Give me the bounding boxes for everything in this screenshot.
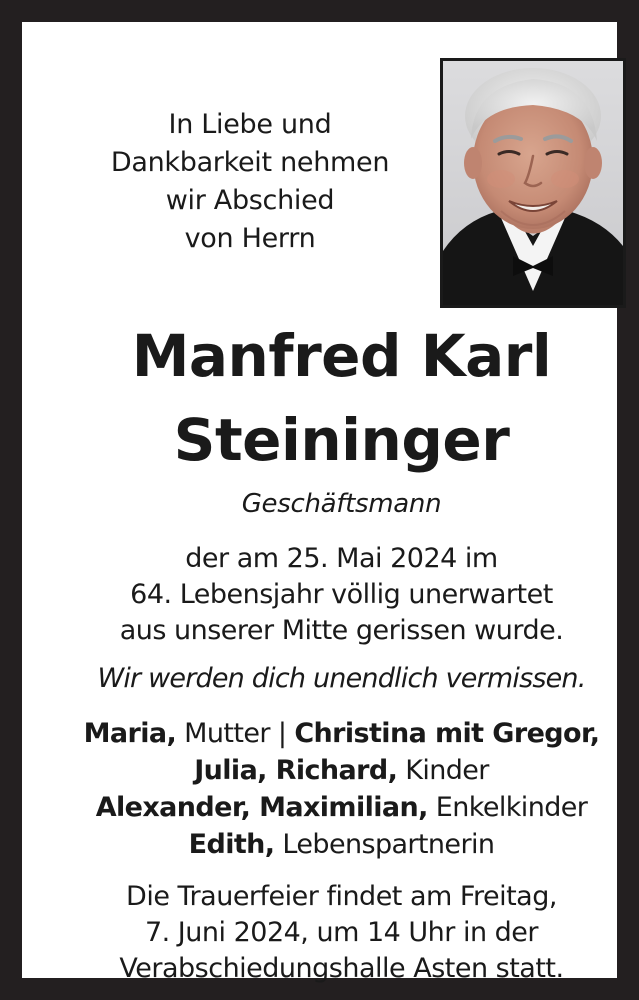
family-member-role: Enkelkinder: [427, 792, 588, 823]
intro-line: von Herrn: [184, 223, 316, 254]
funeral-line: Die Trauerfeier findet am Freitag,: [126, 881, 557, 912]
family-member-name: Alexander, Maximilian,: [95, 792, 428, 823]
deceased-profession: Geschäftsmann: [241, 489, 442, 519]
intro-line: Dankbarkeit nehmen: [110, 147, 390, 178]
family-row: [48, 715, 635, 752]
memorial-quote: Wir werden dich unendlich vermissen.: [97, 663, 586, 694]
deceased-name-last: Steininger: [173, 406, 510, 474]
passing-line: aus unserer Mitte gerissen wurde.: [119, 615, 564, 646]
passing-notice: [48, 541, 635, 649]
funeral-line: 7. Juni 2024, um 14 Uhr in der: [144, 917, 539, 948]
passing-line: der am 25. Mai 2024 im: [185, 543, 498, 574]
family-member-role: Mutter |: [176, 718, 295, 749]
deceased-name-first: Manfred Karl: [131, 322, 552, 390]
family-member-name: Christina mit Gregor,: [294, 718, 600, 749]
family-member-role: Lebenspartnerin: [274, 829, 495, 860]
family-member-name: Maria,: [83, 718, 177, 749]
portrait-photo: [440, 58, 626, 308]
intro-line: wir Abschied: [165, 185, 335, 216]
passing-line: 64. Lebensjahr völlig unerwartet: [130, 579, 553, 610]
family-member-name: Edith,: [188, 829, 275, 860]
intro-line: In Liebe und: [168, 109, 332, 140]
family-member-name: Julia, Richard,: [194, 755, 398, 786]
family-row: [48, 752, 635, 789]
intro-text: [82, 106, 418, 258]
funeral-line: Verabschiedungshalle Asten statt.: [119, 953, 564, 984]
portrait-illustration: [443, 61, 623, 305]
family-row: [48, 826, 635, 863]
family-row: [48, 789, 635, 826]
family-member-role: Kinder: [397, 755, 489, 786]
family-list: [48, 715, 635, 863]
funeral-notice: [48, 879, 635, 987]
